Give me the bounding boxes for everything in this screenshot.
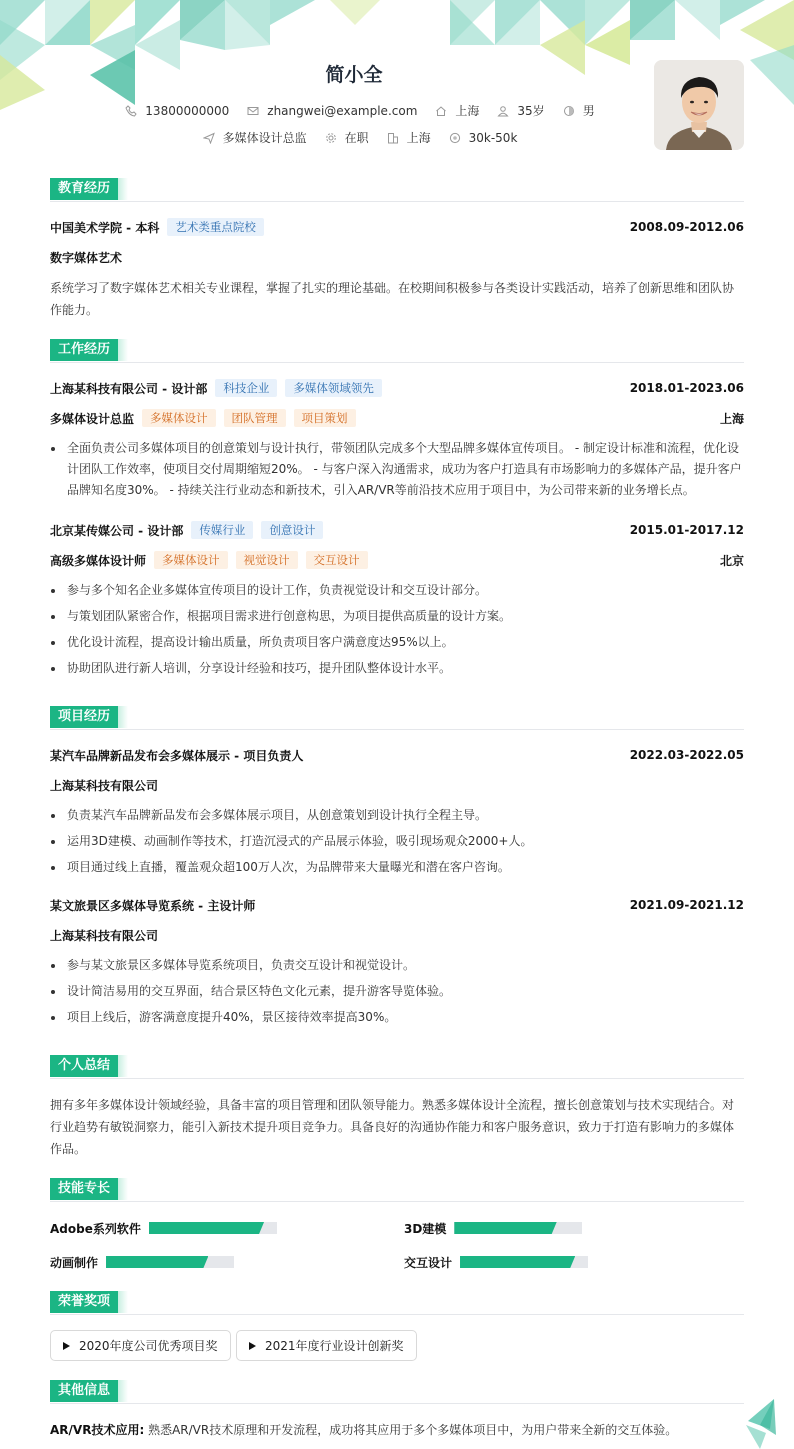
- list-item: 全面负责公司多媒体项目的创意策划与设计执行，带领团队完成多个大型品牌多媒体宣传项目。 - 制定设计标准和流程，优化设计团队工作效率，使项目交付周期缩短20%。 - 与客户深入沟通需求，成功为客户打造具有市场影响力的多媒体产品，提升客户品牌知名度30%。 - 持续关注行业动态和新技术，引入AR/VR等前沿技术应用于项目中，为公司带来新的业务增长点。: [50, 438, 744, 501]
- skill-bar: [106, 1256, 234, 1268]
- skill-item: [50, 1252, 234, 1272]
- section-title-tail: [118, 1291, 128, 1313]
- other-info-label: AR/VR技术应用:: [50, 1423, 145, 1437]
- play-icon: [249, 1342, 256, 1350]
- project-date: 2021.09-2021.12: [629, 898, 744, 912]
- work-entry-2-bullets: [50, 580, 744, 684]
- candidate-name: 简小全: [325, 64, 383, 86]
- education-entry-header: [50, 217, 744, 237]
- job-role: 高级多媒体设计师: [50, 553, 147, 568]
- summary-text: 拥有多年多媒体设计领域经验，具备丰富的项目管理和团队领导能力。熟悉多媒体设计全流程，擅长创意策划与技术实现结合。对行业趋势有敏锐洞察力，能引入新技术提升项目竞争力。具备良好的沟通协作能力和客户服务意识，致力于打造有影响力的多媒体作品。: [50, 1098, 735, 1156]
- summary-section-header: [50, 1055, 744, 1079]
- gear-icon: [325, 132, 337, 144]
- skill-name: 动画制作: [50, 1255, 99, 1270]
- other-section-header: [50, 1380, 744, 1404]
- project-date: 2022.03-2022.05: [629, 748, 744, 762]
- section-title-summary: 个人总结: [50, 1055, 118, 1077]
- salary-item: [449, 131, 518, 145]
- section-title-tail: [118, 706, 128, 728]
- project-2-bullets: [50, 955, 744, 1033]
- target-position-text: 多媒体设计总监: [222, 131, 307, 145]
- work-date: 2018.01-2023.06: [629, 381, 744, 395]
- project-1-company-row: [50, 775, 744, 795]
- company-tag: 多媒体领域领先: [285, 379, 382, 397]
- phone-item: [125, 104, 229, 118]
- section-title-education: 教育经历: [50, 178, 118, 200]
- skill-name: Adobe系列软件: [50, 1221, 141, 1236]
- list-item: 优化设计流程，提高设计输出质量，所负责项目客户满意度达95%以上。: [50, 632, 744, 653]
- project-2-header: [50, 895, 744, 915]
- work-section-header: [50, 339, 744, 363]
- email-item: [247, 104, 417, 118]
- skill-item: [404, 1218, 582, 1238]
- section-title-other: 其他信息: [50, 1380, 118, 1402]
- gender-text: 男: [582, 104, 595, 118]
- age-text: 35岁: [517, 104, 545, 118]
- play-icon: [63, 1342, 70, 1350]
- role-tag: 多媒体设计: [154, 551, 228, 569]
- awards-section-header: [50, 1291, 744, 1315]
- work-city-item: [387, 129, 431, 146]
- project-company: 上海某科技有限公司: [50, 928, 159, 943]
- work-entry-1-role: [50, 408, 744, 428]
- school-name: 中国美术学院 - 本科: [50, 220, 160, 235]
- list-item: 设计简洁易用的交互界面，结合景区特色文化元素，提升游客导览体验。: [50, 981, 744, 1002]
- skill-level-fill: [460, 1256, 575, 1268]
- role-tag: 多媒体设计: [142, 409, 216, 427]
- skill-name: 交互设计: [404, 1255, 453, 1270]
- role-tag: 视觉设计: [236, 551, 298, 569]
- project-1-header: [50, 745, 744, 765]
- skill-level-fill: [106, 1256, 208, 1268]
- skill-item: [50, 1218, 277, 1238]
- contact-info-row: [0, 102, 720, 119]
- corner-decoration: [740, 1395, 794, 1449]
- home-icon: [435, 105, 447, 117]
- email-icon: [247, 105, 259, 117]
- section-title-tail: [118, 1055, 128, 1077]
- project-company: 上海某科技有限公司: [50, 778, 159, 793]
- education-section-header: [50, 178, 744, 202]
- other-info-text: 熟悉AR/VR技术原理和开发流程，成功将其应用于多个多媒体项目中，为用户带来全新的交互体验。: [148, 1423, 678, 1437]
- project-title: 某文旅景区多媒体导览系统 - 主设计师: [50, 898, 256, 913]
- role-tag: 团队管理: [224, 409, 286, 427]
- work-location: 上海: [719, 411, 744, 426]
- major: 数字媒体艺术: [50, 250, 123, 265]
- skill-level-fill: [149, 1222, 264, 1234]
- award-item[interactable]: [236, 1330, 417, 1361]
- email-text: zhangwei@example.com: [267, 103, 418, 118]
- section-title-tail: [118, 178, 128, 200]
- work-entry-1-bullets: [50, 438, 744, 506]
- work-entry-1-header: [50, 378, 744, 398]
- list-item: 参与某文旅景区多媒体导览系统项目，负责交互设计和视觉设计。: [50, 955, 744, 976]
- section-title-skills: 技能专长: [50, 1178, 118, 1200]
- education-description: 系统学习了数字媒体艺术相关专业课程，掌握了扎实的理论基础。在校期间积极参与各类设计实践活动，培养了创新思维和团队协作能力。: [50, 281, 735, 317]
- skill-bar: [460, 1256, 588, 1268]
- company-name: 上海某科技有限公司 - 设计部: [50, 381, 208, 396]
- skill-bar: [149, 1222, 277, 1234]
- status-text: 在职: [344, 131, 369, 145]
- status-item: [325, 129, 369, 146]
- avatar: [654, 60, 744, 150]
- list-item: 参与多个知名企业多媒体宣传项目的设计工作，负责视觉设计和交互设计部分。: [50, 580, 744, 601]
- list-item: 协助团队进行新人培训，分享设计经验和技巧，提升团队整体设计水平。: [50, 658, 744, 679]
- gender-icon: [563, 105, 575, 117]
- skill-item: [404, 1252, 588, 1272]
- list-item: 项目上线后，游客满意度提升40%，景区接待效率提高30%。: [50, 1007, 744, 1028]
- award-label: 2020年度公司优秀项目奖: [79, 1339, 218, 1353]
- skills-section-header: [50, 1178, 744, 1202]
- section-title-tail: [118, 1178, 128, 1200]
- company-tag: 传媒行业: [191, 521, 253, 539]
- section-title-work: 工作经历: [50, 339, 118, 361]
- person-icon: [497, 105, 509, 117]
- company-name: 北京某传媒公司 - 设计部: [50, 523, 184, 538]
- project-title: 某汽车品牌新品发布会多媒体展示 - 项目负责人: [50, 748, 304, 763]
- other-info: [50, 1419, 744, 1441]
- work-entry-2-header: [50, 520, 744, 540]
- work-date: 2015.01-2017.12: [629, 523, 744, 537]
- phone-text: 13800000000: [145, 103, 230, 118]
- salary-icon: [449, 132, 461, 144]
- section-title-projects: 项目经历: [50, 706, 118, 728]
- building-icon: [387, 132, 399, 144]
- role-tag: 项目策划: [294, 409, 356, 427]
- salary-text: 30k-50k: [468, 130, 518, 145]
- award-label: 2021年度行业设计创新奖: [265, 1339, 404, 1353]
- project-1-bullets: [50, 805, 744, 883]
- work-entry-2-role: [50, 550, 744, 570]
- city-item: [435, 102, 479, 119]
- skill-level-fill: [454, 1222, 556, 1234]
- skill-bar: [454, 1222, 582, 1234]
- target-position-item: [203, 129, 307, 146]
- gender-item: [563, 102, 595, 119]
- section-title-tail: [118, 1380, 128, 1402]
- section-title-awards: 荣誉奖项: [50, 1291, 118, 1313]
- section-title-tail: [118, 339, 128, 361]
- education-major-row: [50, 247, 744, 267]
- job-role: 多媒体设计总监: [50, 411, 135, 426]
- school-tag: 艺术类重点院校: [167, 218, 264, 236]
- age-item: [497, 102, 544, 119]
- work-city-text: 上海: [406, 131, 431, 145]
- award-item[interactable]: [50, 1330, 231, 1361]
- city-text: 上海: [455, 104, 480, 118]
- resume-header: [0, 0, 794, 160]
- skill-name: 3D建模: [404, 1221, 447, 1236]
- job-info-row: [0, 129, 720, 146]
- list-item: 运用3D建模、动画制作等技术，打造沉浸式的产品展示体验，吸引现场观众2000+人。: [50, 831, 744, 852]
- projects-section-header: [50, 706, 744, 730]
- education-date: 2008.09-2012.06: [629, 220, 744, 234]
- send-icon: [203, 132, 215, 144]
- role-tag: 交互设计: [306, 551, 368, 569]
- phone-icon: [125, 105, 137, 117]
- project-2-company-row: [50, 925, 744, 945]
- list-item: 负责某汽车品牌新品发布会多媒体展示项目，从创意策划到设计执行全程主导。: [50, 805, 744, 826]
- company-tag: 科技企业: [215, 379, 277, 397]
- company-tag: 创意设计: [261, 521, 323, 539]
- work-location: 北京: [719, 553, 744, 568]
- list-item: 与策划团队紧密合作，根据项目需求进行创意构思，为项目提供高质量的设计方案。: [50, 606, 744, 627]
- list-item: 项目通过线上直播，覆盖观众超100万人次，为品牌带来大量曝光和潜在客户咨询。: [50, 857, 744, 878]
